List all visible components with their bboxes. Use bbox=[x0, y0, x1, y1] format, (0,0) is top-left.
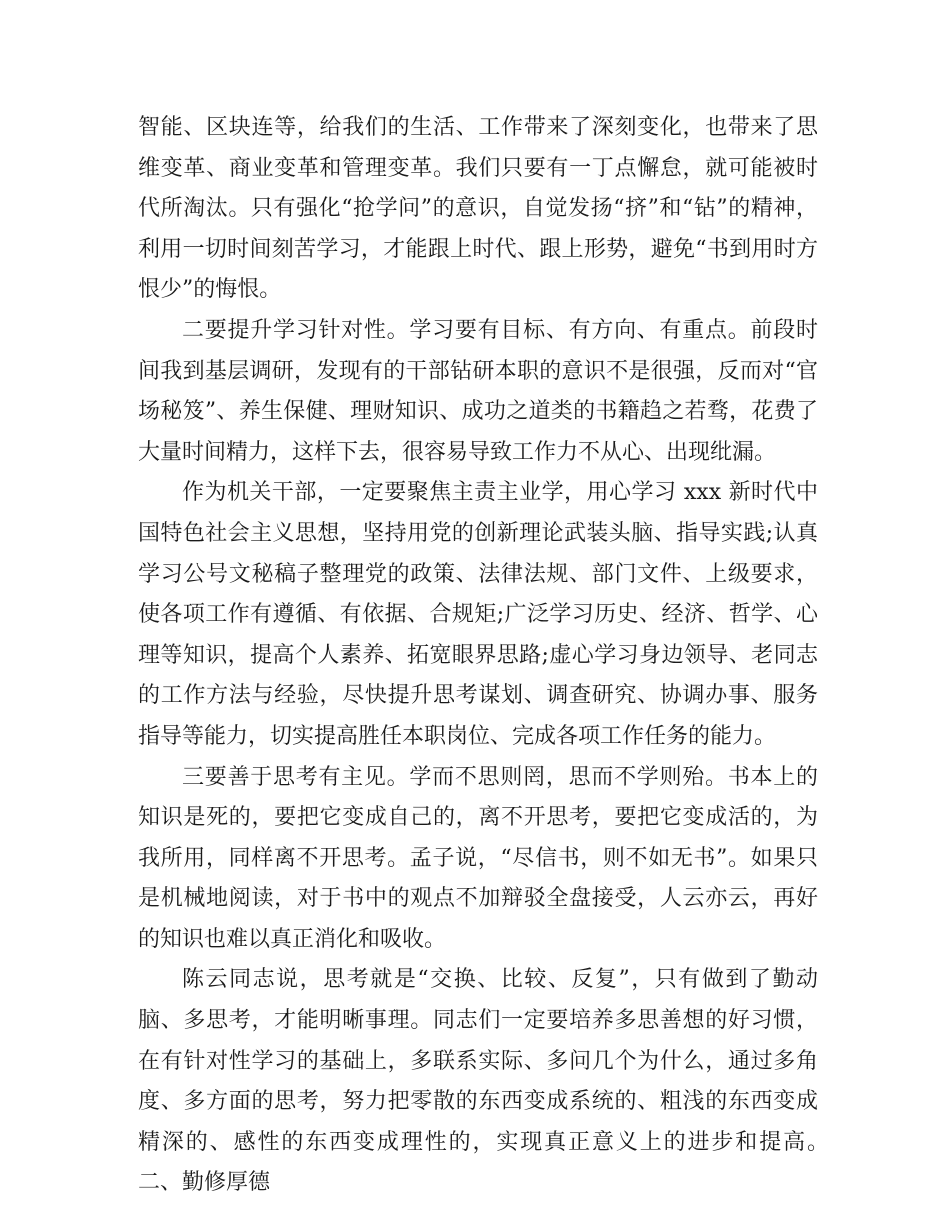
paragraph-4: 三要善于思考有主见。学而不思则罔，思而不学则殆。书本上的知识是死的，要把它变成自己的，离不开思考，要把它变成活的，为我所用，同样离不开思考。孟子说，“尽信书，则不如无书”。如果只是机械地阅读，对于书中的观点不加辩驳全盘接受，人云亦云，再好的知识也难以真正消化和吸收。 bbox=[138, 764, 818, 952]
paragraph-3: 作为机关干部，一定要聚焦主责主业学，用心学习 xxx 新时代中国特色社会主义思想，坚持用党的创新理论武装头脑、指导实践;认真学习公号文秘稿子整理党的政策、法律法规、部门文件、上级要求，使各项工作有遵循、有依据、合规矩;广泛学习历史、经济、哲学、心理等知识，提高个人素养、拓宽眼界思路;虚心学习身边领导、老同志的工作方法与经验，尽快提升思考谋划、调查研究、协调办事、服务指导等能力，切实提高胜任本职岗位、完成各项工作任务的能力。 bbox=[138, 480, 818, 749]
paragraph-2: 二要提升学习针对性。学习要有目标、有方向、有重点。前段时间我到基层调研，发现有的干部钻研本职的意识不是很强，反而对“官场秘笈”、养生保健、理财知识、成功之道类的书籍趋之若骛，花费了大量时间精力，这样下去，很容易导致工作力不从心、出现纰漏。 bbox=[138, 317, 818, 465]
body-text bbox=[138, 108, 863, 1204]
paragraph-1: 智能、区块连等，给我们的生活、工作带来了深刻变化，也带来了思维变革、商业变革和管理变革。我们只要有一丁点懈怠，就可能被时代所淘汰。只有强化“抢学问”的意识，自觉发扬“挤”和“钻”的精神，利用一切时间刻苦学习，才能跟上时代、跟上形势，避免“书到用时方恨少”的悔恨。 bbox=[138, 115, 818, 303]
paragraph-5: 陈云同志说，思考就是“交换、比较、反复”，只有做到了勤动脑、多思考，才能明晰事理。同志们一定要培养多思善想的好习惯，在有针对性学习的基础上，多联系实际、多问几个为什么，通过多角度、多方面的思考，努力把零散的东西变成系统的、粗浅的东西变成精深的、感性的东西变成理性的，实现真正意义上的进步和提高。 二、勤修厚德 bbox=[138, 967, 863, 1196]
